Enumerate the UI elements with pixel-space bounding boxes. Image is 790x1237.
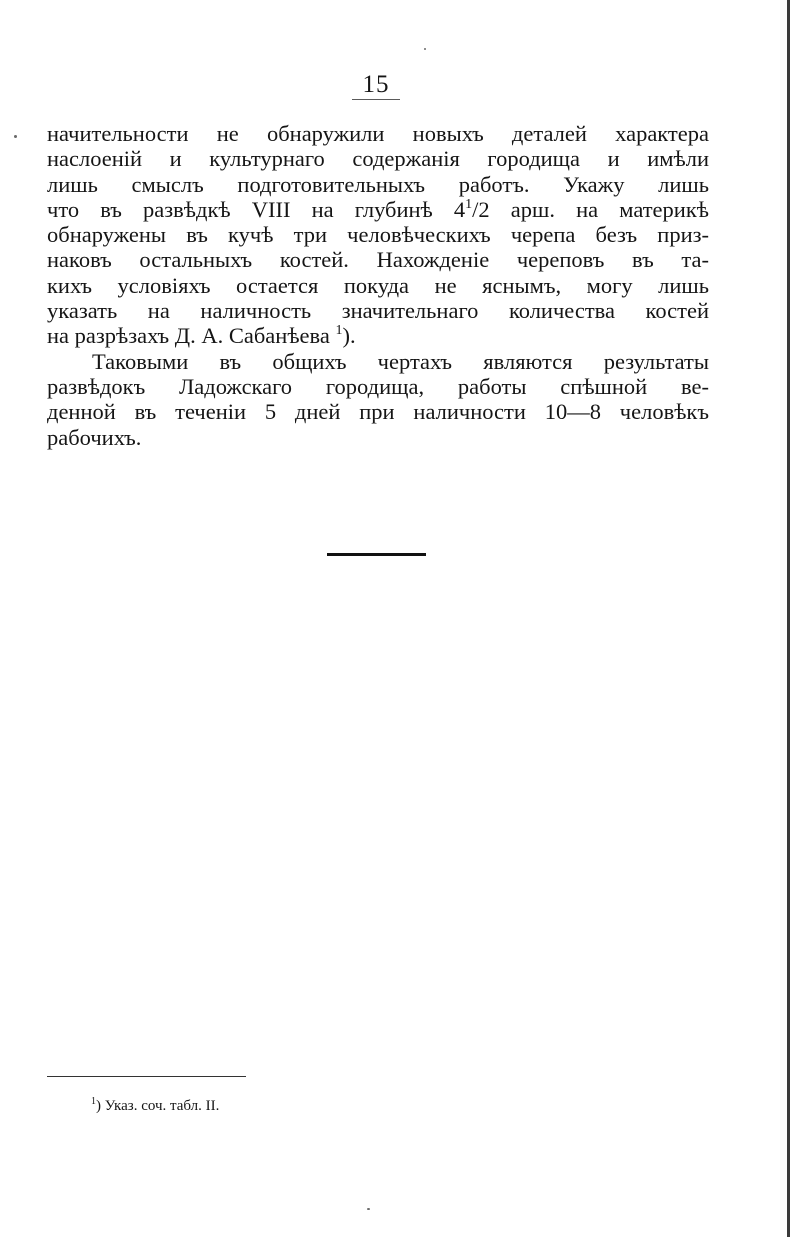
text-line: денной въ теченіи 5 дней при наличности 10—8 человѣкъ (47, 399, 709, 425)
text-line-segment: что въ развѣдкѣ VIII на глубинѣ 4 (47, 196, 466, 222)
page-number-underline (352, 99, 400, 100)
margin-speck (424, 48, 426, 50)
text-line: указать на наличность значительнаго количества костей (47, 298, 709, 324)
page-number: 15 (362, 71, 390, 98)
text-line: обнаружены въ кучѣ три человѣческихъ черепа безъ приз- (47, 222, 709, 248)
footnote-divider (47, 1076, 246, 1077)
text-line: начительности не обнаружили новыхъ деталей характера (47, 121, 709, 146)
margin-speck (367, 1208, 370, 1210)
text-line: наковъ остальныхъ костей. Нахожденіе череповъ въ та- (47, 247, 709, 273)
text-line: лишь смыслъ подготовительныхъ работъ. Укажу лишь (47, 171, 709, 197)
text-line: рабочихъ. (47, 424, 142, 450)
text-line: развѣдокъ Ладожскаго городища, работы спѣшной ве- (47, 373, 709, 399)
margin-speck (14, 135, 17, 138)
text-line (47, 197, 709, 222)
text-line: наслоеній и культурнаго содержанія городища и имѣли (47, 146, 709, 172)
footnote-reference-close: ). (342, 323, 356, 349)
text-line (47, 323, 709, 348)
section-divider (327, 553, 426, 556)
body-text (47, 121, 709, 450)
footnote (91, 1096, 219, 1116)
footnote-reference: 1 (335, 323, 343, 339)
text-line: кихъ условіяхъ остается покуда не яснымъ, могу лишь (47, 272, 709, 298)
footnote-text: ) Указ. соч. табл. II. (96, 1098, 220, 1114)
text-line: Таковыми въ общихъ чертахъ являются результаты (92, 348, 709, 374)
fraction-numerator: 1 (465, 196, 473, 212)
text-line-segment: на разрѣзахъ Д. А. Сабанѣева (47, 323, 330, 349)
fraction-denominator: /2 арш. на материкѣ (472, 196, 709, 222)
footnote-marker: 1 (91, 1096, 96, 1107)
